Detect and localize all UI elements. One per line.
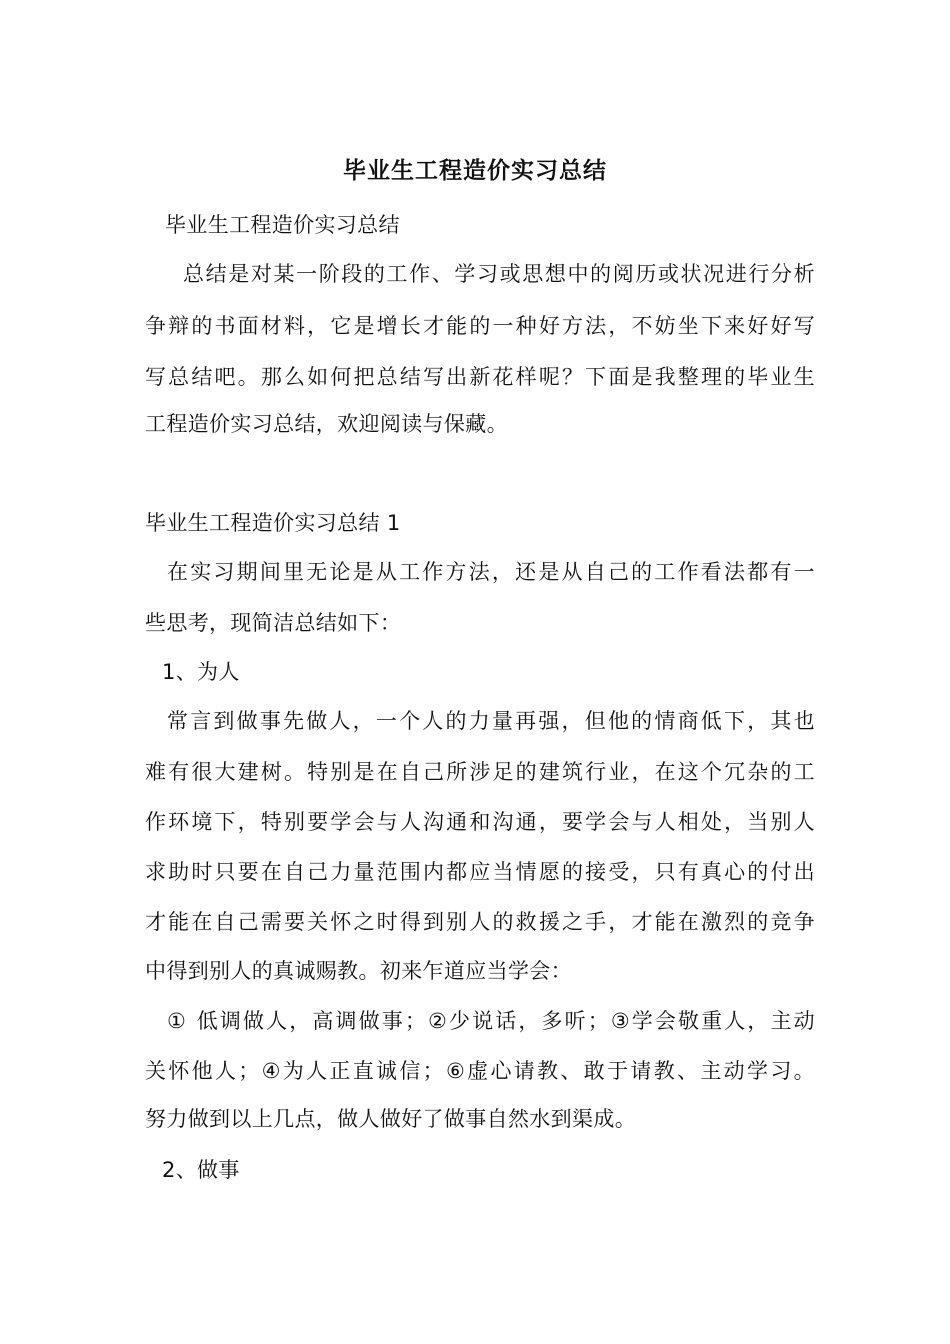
item-heading: 2、做事 [162, 1158, 240, 1182]
paragraph-line: 关怀他人；④为人正直诚信；⑥虚心请教、敢于请教、主动学习。 [145, 1059, 815, 1083]
paragraph-line: 难有很大建树。特别是在自己所涉足的建筑行业，在这个冗杂的工 [145, 760, 815, 784]
paragraph-line: 在实习期间里无论是从工作方法，还是从自己的工作看法都有一 [167, 560, 815, 584]
document-title: 毕业生工程造价实习总结 [343, 158, 607, 184]
paragraph-line: 作环境下，特别要学会与人沟通和沟通，要学会与人相处，当别人 [145, 810, 815, 834]
section-heading: 毕业生工程造价实习总结 1 [145, 511, 401, 535]
paragraph-line: 中得到别人的真诚赐教。初来乍道应当学会： [145, 959, 572, 983]
paragraph-line: ① 低调做人，高调做事；②少说话，多听；③学会敬重人，主动 [167, 1009, 815, 1033]
intro-line: 写总结吧。那么如何把总结写出新花样呢？下面是我整理的毕业生 [145, 365, 815, 389]
paragraph-line: 才能在自己需要关怀之时得到别人的救援之手，才能在激烈的竞争 [145, 910, 815, 934]
intro-line: 总结是对某一阶段的工作、学习或思想中的阅历或状况进行分析 [183, 262, 815, 286]
paragraph-line: 常言到做事先做人，一个人的力量再强，但他的情商低下，其也 [167, 709, 815, 733]
paragraph-line: 些思考，现简洁总结如下： [145, 611, 402, 635]
document-subtitle: 毕业生工程造价实习总结 [165, 213, 400, 237]
item-heading: 1、为人 [162, 660, 240, 684]
intro-line: 争辩的书面材料，它是增长才能的一种好方法，不妨坐下来好好写 [145, 314, 815, 338]
paragraph-line: 努力做到以上几点，做人做好了做事自然水到渠成。 [145, 1107, 637, 1131]
intro-line: 工程造价实习总结，欢迎阅读与保藏。 [145, 412, 508, 436]
paragraph-line: 求助时只要在自己力量范围内都应当情愿的接受，只有真心的付出 [145, 860, 815, 884]
